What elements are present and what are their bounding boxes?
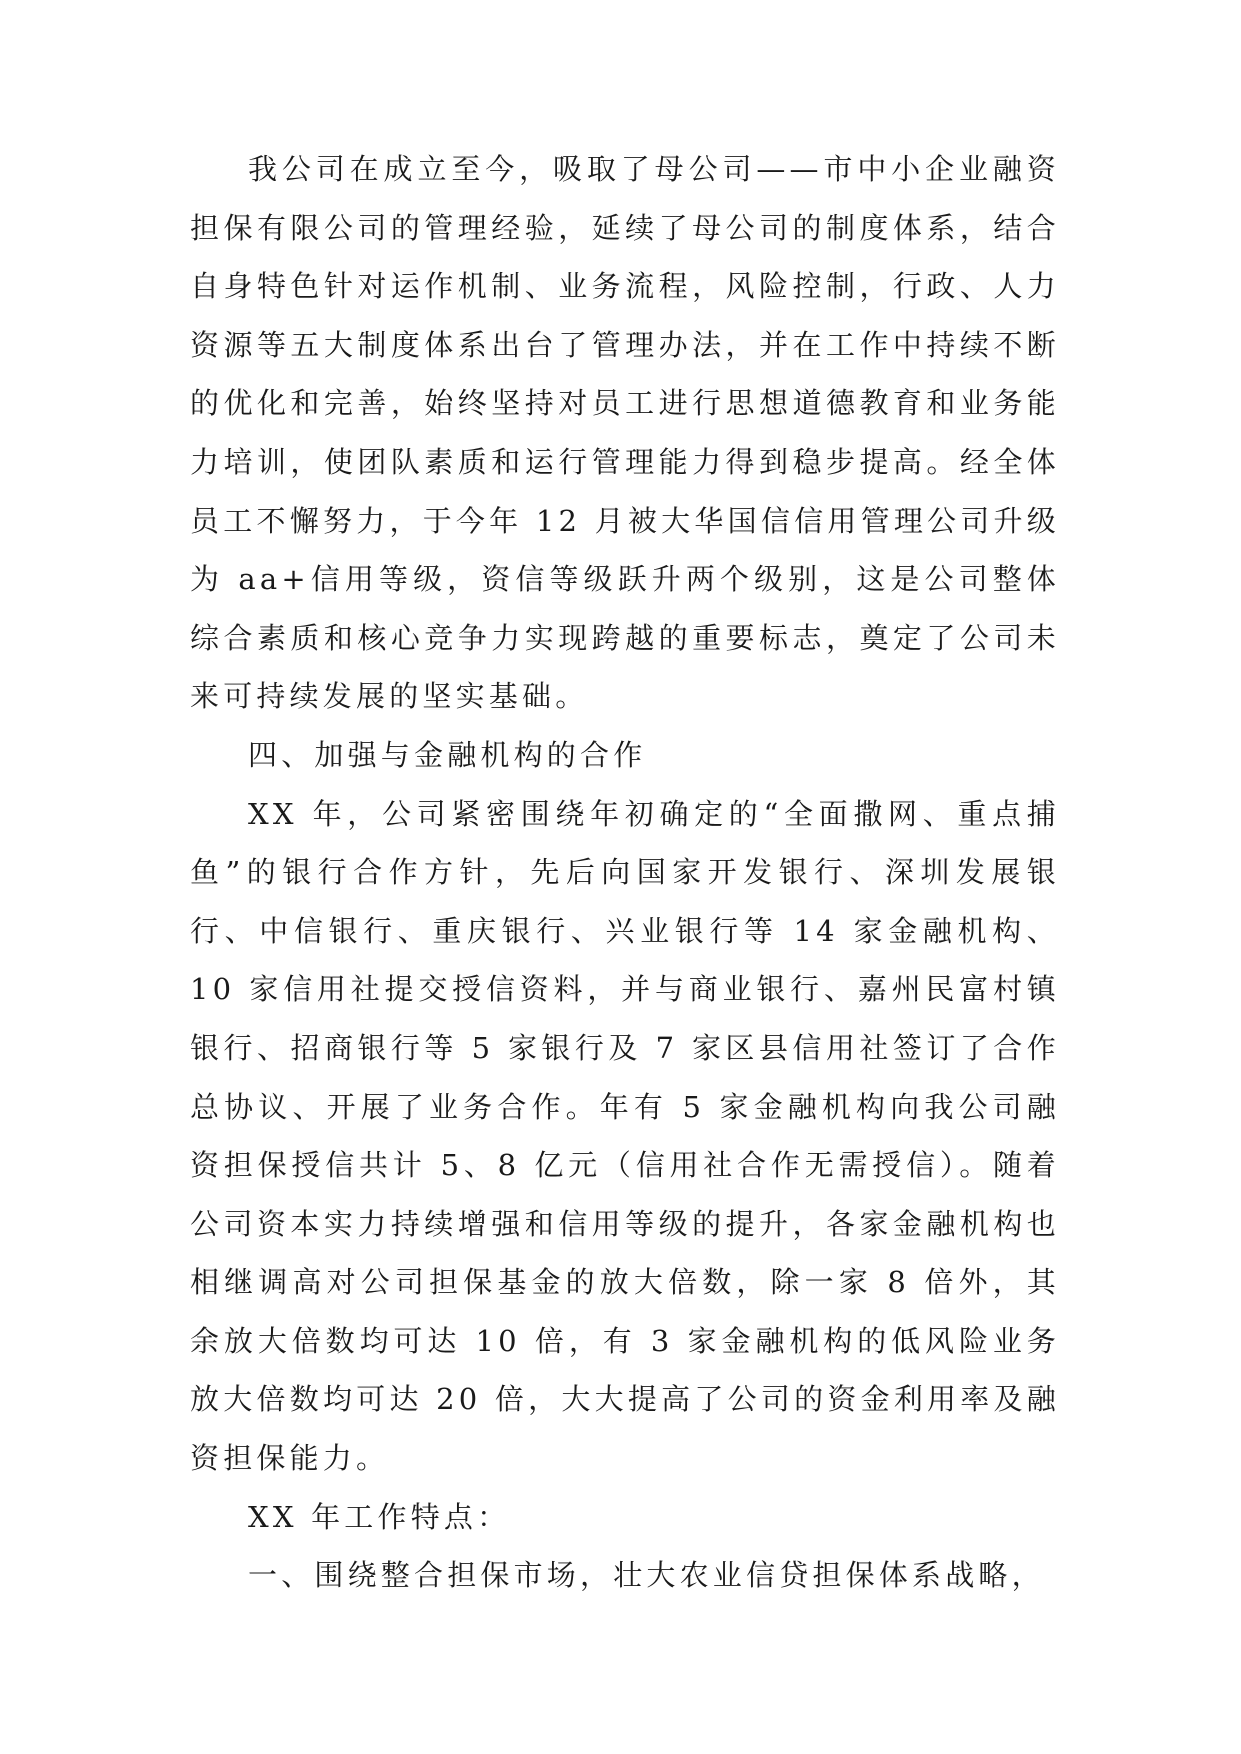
paragraph-work-feature-one: 一、围绕整合担保市场，壮大农业信贷担保体系战略，	[248, 1558, 1045, 1593]
section-heading-financial-cooperation: 四、加强与金融机构的合作	[248, 737, 647, 772]
document-page	[190, 140, 1060, 1605]
section-heading-work-features: XX 年工作特点：	[248, 1499, 511, 1534]
paragraph-company-credit-rating: 我公司在成立至今，吸取了母公司——市中小企业融资担保有限公司的管理经验，延续了母公司的制度体系，结合自身特色针对运作机制、业务流程，风险控制，行政、人力资源等五大制度体系出台了管理办法，并在工作中持续不断的优化和完善，始终坚持对员工进行思想道德教育和业务能力培训，使团队素质和运行管理能力得到稳步提高。经全体员工不懈努力，于今年 12 月被大华国信信用管理公司升级为 aa+信用等级，资信等级跃升两个级别，这是公司整体综合素质和核心竞争力实现跨越的重要标志，奠定了公司未来可持续发展的坚实基础。	[190, 152, 1060, 714]
paragraph-bank-cooperation: XX 年，公司紧密围绕年初确定的“全面撒网、重点捕鱼”的银行合作方针，先后向国家开发银行、深圳发展银行、中信银行、重庆银行、兴业银行等 14 家金融机构、10 家信用社提交授信资料，并与商业银行、嘉州民富村镇银行、招商银行等 5 家银行及 7 家区县信用社签订了合作总协议、开展了业务合作。年有 5 家金融机构向我公司融资担保授信共计 5、8 亿元（信用社合作无需授信）。随着公司资本实力持续增强和信用等级的提升，各家金融机构也相继调高对公司担保基金的放大倍数，除一家 8 倍外，其余放大倍数均可达 10 倍，有 3 家金融机构的低风险业务放大倍数均可达 20 倍，大大提高了公司的资金利用率及融资担保能力。	[190, 796, 1060, 1476]
